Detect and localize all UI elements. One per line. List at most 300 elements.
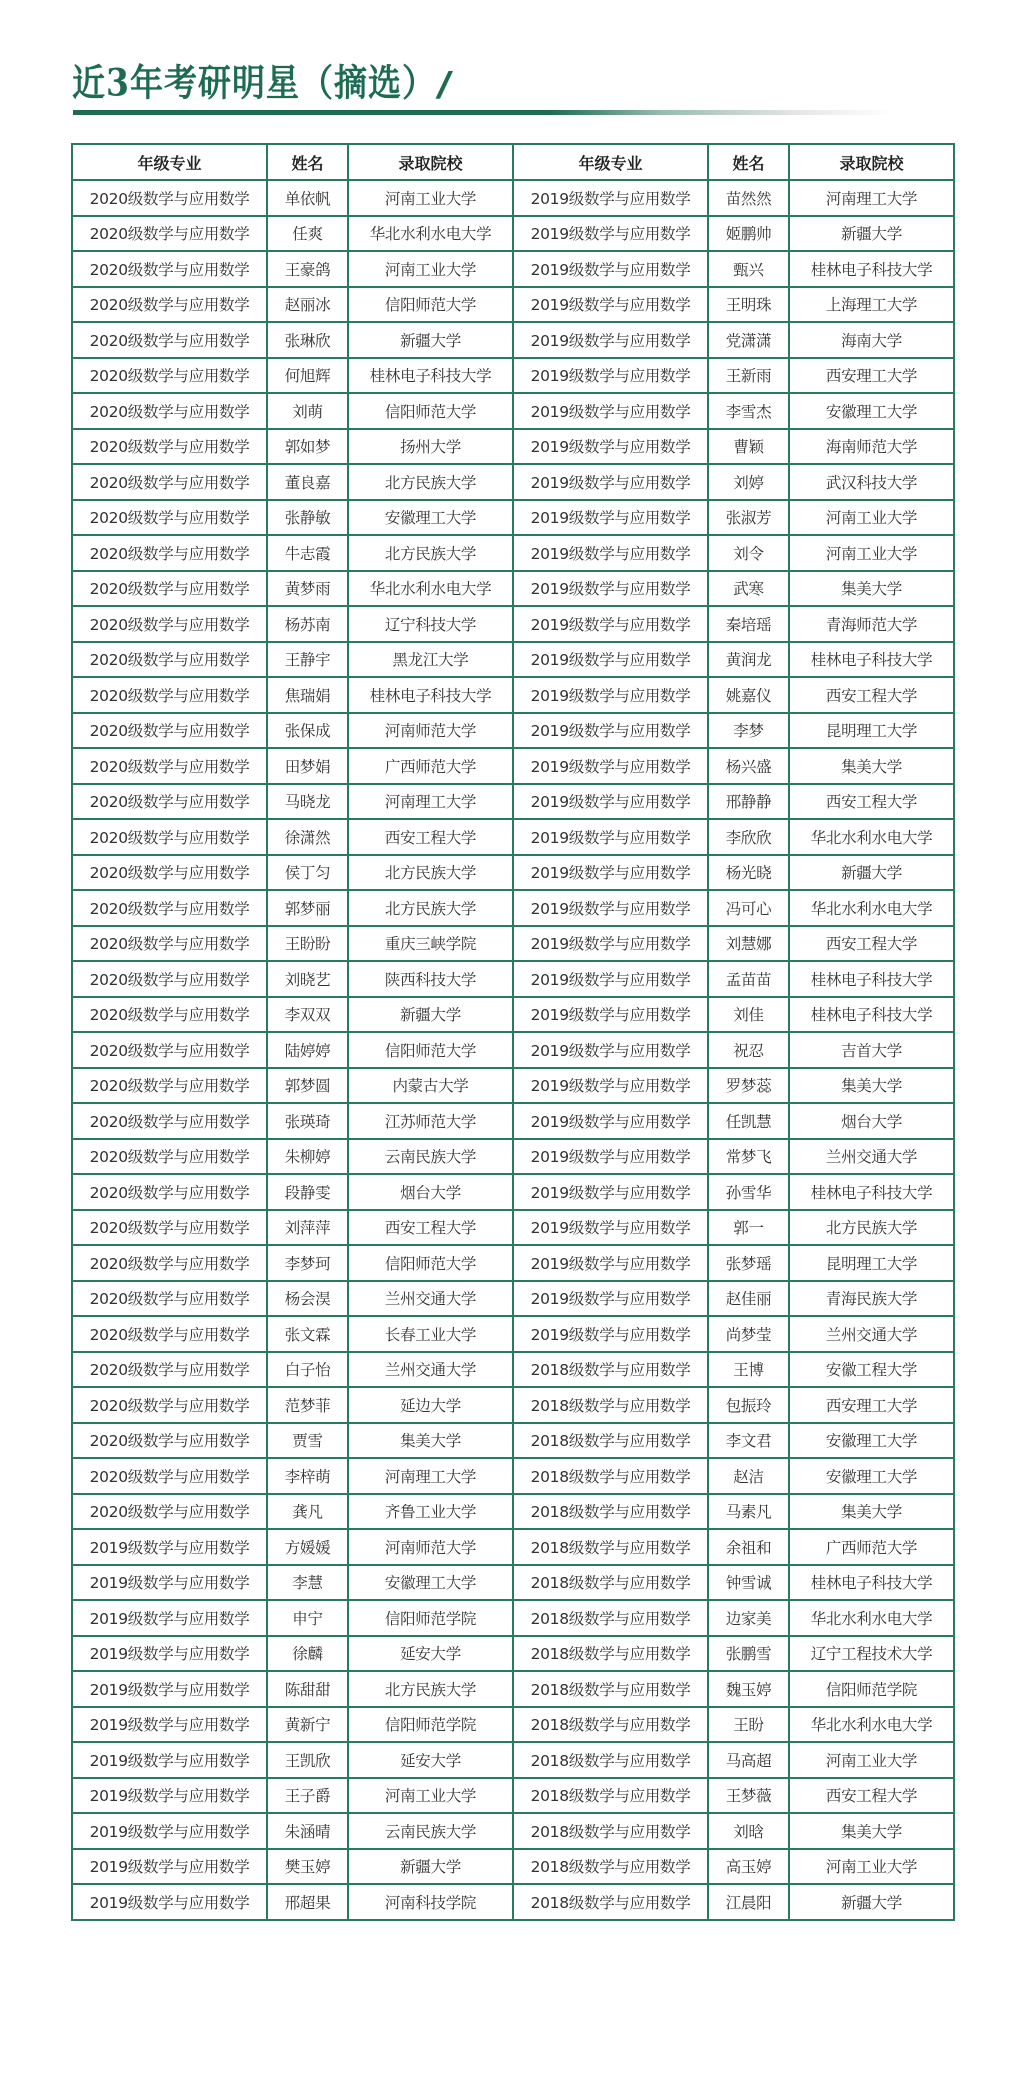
- cell-name: 刘婷: [708, 464, 789, 500]
- cell-grade-major: 2019级数学与应用数学: [513, 1139, 708, 1175]
- table-row: [72, 1778, 954, 1814]
- cell-name: 钟雪诚: [708, 1565, 789, 1601]
- table-row: [72, 358, 954, 394]
- cell-grade-major: 2018级数学与应用数学: [513, 1813, 708, 1849]
- table-row: [72, 1032, 954, 1068]
- table-row: [72, 713, 954, 749]
- cell-name: 李梦珂: [267, 1245, 348, 1281]
- cell-grade-major: 2020级数学与应用数学: [72, 1423, 267, 1459]
- cell-grade-major: 2019级数学与应用数学: [72, 1849, 267, 1885]
- cell-grade-major: 2020级数学与应用数学: [72, 358, 267, 394]
- cell-grade-major: 2019级数学与应用数学: [513, 997, 708, 1033]
- cell-grade-major: 2020级数学与应用数学: [72, 642, 267, 678]
- cell-name: 甄兴: [708, 251, 789, 287]
- cell-name: 王豪鸽: [267, 251, 348, 287]
- cell-admitted-school: 黑龙江大学: [348, 642, 513, 678]
- cell-name: 曹颖: [708, 429, 789, 465]
- cell-admitted-school: 云南民族大学: [348, 1813, 513, 1849]
- cell-name: 杨会淏: [267, 1281, 348, 1317]
- cell-admitted-school: 信阳师范大学: [348, 1245, 513, 1281]
- cell-name: 张琳欣: [267, 322, 348, 358]
- cell-name: 段静雯: [267, 1174, 348, 1210]
- cell-grade-major: 2020级数学与应用数学: [72, 784, 267, 820]
- cell-admitted-school: 江苏师范大学: [348, 1103, 513, 1139]
- cell-name: 范梦菲: [267, 1387, 348, 1423]
- header-grade-major: 年级专业: [513, 144, 708, 180]
- cell-grade-major: 2019级数学与应用数学: [513, 1281, 708, 1317]
- title-slash-decoration: ///: [434, 65, 446, 105]
- cell-grade-major: 2019级数学与应用数学: [72, 1707, 267, 1743]
- cell-name: 王新雨: [708, 358, 789, 394]
- cell-admitted-school: 北方民族大学: [348, 1671, 513, 1707]
- cell-admitted-school: 西安工程大学: [789, 784, 954, 820]
- cell-grade-major: 2020级数学与应用数学: [72, 1316, 267, 1352]
- cell-grade-major: 2020级数学与应用数学: [72, 961, 267, 997]
- cell-grade-major: 2018级数学与应用数学: [513, 1636, 708, 1672]
- cell-name: 秦培瑶: [708, 606, 789, 642]
- cell-admitted-school: 扬州大学: [348, 429, 513, 465]
- cell-name: 张静敏: [267, 500, 348, 536]
- cell-name: 王凯欣: [267, 1742, 348, 1778]
- cell-grade-major: 2018级数学与应用数学: [513, 1778, 708, 1814]
- cell-admitted-school: 北方民族大学: [348, 890, 513, 926]
- cell-admitted-school: 华北水利水电大学: [789, 819, 954, 855]
- cell-name: 焦瑞娟: [267, 677, 348, 713]
- cell-grade-major: 2019级数学与应用数学: [513, 677, 708, 713]
- cell-name: 李欣欣: [708, 819, 789, 855]
- cell-name: 江晨阳: [708, 1884, 789, 1920]
- page-title-text: 近3年考研明星（摘选）: [72, 60, 436, 105]
- cell-name: 李双双: [267, 997, 348, 1033]
- cell-admitted-school: 河南理工大学: [789, 180, 954, 216]
- table-row: [72, 1742, 954, 1778]
- cell-name: 郭梦丽: [267, 890, 348, 926]
- cell-admitted-school: 桂林电子科技大学: [348, 358, 513, 394]
- cell-admitted-school: 河南工业大学: [348, 251, 513, 287]
- cell-name: 孟苗苗: [708, 961, 789, 997]
- cell-grade-major: 2018级数学与应用数学: [513, 1849, 708, 1885]
- cell-name: 董良嘉: [267, 464, 348, 500]
- table-row: [72, 1600, 954, 1636]
- cell-grade-major: 2019级数学与应用数学: [513, 216, 708, 252]
- cell-name: 常梦飞: [708, 1139, 789, 1175]
- cell-admitted-school: 华北水利水电大学: [789, 890, 954, 926]
- cell-admitted-school: 信阳师范学院: [789, 1671, 954, 1707]
- cell-admitted-school: 昆明理工大学: [789, 1245, 954, 1281]
- cell-admitted-school: 河南科技学院: [348, 1884, 513, 1920]
- table-row: [72, 1174, 954, 1210]
- table-row: [72, 890, 954, 926]
- cell-grade-major: 2020级数学与应用数学: [72, 1103, 267, 1139]
- cell-grade-major: 2020级数学与应用数学: [72, 464, 267, 500]
- cell-name: 何旭辉: [267, 358, 348, 394]
- table-row: [72, 606, 954, 642]
- cell-admitted-school: 信阳师范大学: [348, 393, 513, 429]
- table-row: [72, 1529, 954, 1565]
- cell-admitted-school: 云南民族大学: [348, 1139, 513, 1175]
- cell-admitted-school: 长春工业大学: [348, 1316, 513, 1352]
- cell-name: 王梦薇: [708, 1778, 789, 1814]
- table-row: [72, 1352, 954, 1388]
- cell-admitted-school: 烟台大学: [789, 1103, 954, 1139]
- cell-grade-major: 2020级数学与应用数学: [72, 1281, 267, 1317]
- cell-name: 陈甜甜: [267, 1671, 348, 1707]
- cell-grade-major: 2018级数学与应用数学: [513, 1458, 708, 1494]
- cell-admitted-school: 信阳师范学院: [348, 1707, 513, 1743]
- cell-admitted-school: 青海师范大学: [789, 606, 954, 642]
- cell-admitted-school: 安徽理工大学: [789, 1423, 954, 1459]
- table-row: [72, 287, 954, 323]
- cell-admitted-school: 辽宁工程技术大学: [789, 1636, 954, 1672]
- cell-grade-major: 2020级数学与应用数学: [72, 1139, 267, 1175]
- cell-grade-major: 2019级数学与应用数学: [513, 500, 708, 536]
- cell-admitted-school: 西安理工大学: [789, 1387, 954, 1423]
- cell-admitted-school: 桂林电子科技大学: [789, 642, 954, 678]
- cell-grade-major: 2019级数学与应用数学: [72, 1636, 267, 1672]
- cell-grade-major: 2019级数学与应用数学: [513, 855, 708, 891]
- table-row: [72, 855, 954, 891]
- table-row: [72, 535, 954, 571]
- table-row: [72, 571, 954, 607]
- table-row: [72, 748, 954, 784]
- cell-grade-major: 2020级数学与应用数学: [72, 855, 267, 891]
- header-admitted-school: 录取院校: [348, 144, 513, 180]
- cell-name: 李梓萌: [267, 1458, 348, 1494]
- cell-grade-major: 2019级数学与应用数学: [513, 1174, 708, 1210]
- table-row: [72, 1636, 954, 1672]
- cell-name: 徐麟: [267, 1636, 348, 1672]
- cell-admitted-school: 广西师范大学: [348, 748, 513, 784]
- cell-admitted-school: 安徽理工大学: [789, 393, 954, 429]
- cell-admitted-school: 河南工业大学: [348, 1778, 513, 1814]
- table-row: [72, 393, 954, 429]
- header-admitted-school: 录取院校: [789, 144, 954, 180]
- cell-admitted-school: 北方民族大学: [789, 1210, 954, 1246]
- cell-grade-major: 2020级数学与应用数学: [72, 1032, 267, 1068]
- cell-name: 赵佳丽: [708, 1281, 789, 1317]
- cell-grade-major: 2019级数学与应用数学: [513, 713, 708, 749]
- cell-grade-major: 2019级数学与应用数学: [513, 606, 708, 642]
- cell-grade-major: 2019级数学与应用数学: [513, 464, 708, 500]
- cell-grade-major: 2018级数学与应用数学: [513, 1671, 708, 1707]
- cell-name: 王盼盼: [267, 926, 348, 962]
- cell-admitted-school: 新疆大学: [348, 997, 513, 1033]
- cell-admitted-school: 兰州交通大学: [348, 1281, 513, 1317]
- cell-name: 刘晓艺: [267, 961, 348, 997]
- cell-grade-major: 2019级数学与应用数学: [513, 819, 708, 855]
- cell-admitted-school: 河南理工大学: [348, 784, 513, 820]
- cell-name: 张瑛琦: [267, 1103, 348, 1139]
- table-row: [72, 1387, 954, 1423]
- cell-name: 郭如梦: [267, 429, 348, 465]
- cell-name: 樊玉婷: [267, 1849, 348, 1885]
- cell-name: 黄新宁: [267, 1707, 348, 1743]
- cell-name: 陆婷婷: [267, 1032, 348, 1068]
- cell-name: 黄润龙: [708, 642, 789, 678]
- cell-name: 张淑芳: [708, 500, 789, 536]
- cell-admitted-school: 集美大学: [789, 571, 954, 607]
- cell-name: 姚嘉仪: [708, 677, 789, 713]
- header-name: 姓名: [708, 144, 789, 180]
- cell-admitted-school: 新疆大学: [348, 1849, 513, 1885]
- cell-name: 包振玲: [708, 1387, 789, 1423]
- cell-grade-major: 2018级数学与应用数学: [513, 1707, 708, 1743]
- cell-admitted-school: 集美大学: [789, 1494, 954, 1530]
- cell-admitted-school: 北方民族大学: [348, 464, 513, 500]
- cell-grade-major: 2019级数学与应用数学: [513, 535, 708, 571]
- table-row: [72, 926, 954, 962]
- cell-grade-major: 2019级数学与应用数学: [513, 642, 708, 678]
- cell-admitted-school: 昆明理工大学: [789, 713, 954, 749]
- cell-grade-major: 2020级数学与应用数学: [72, 429, 267, 465]
- table-row: [72, 1423, 954, 1459]
- cell-name: 李雪杰: [708, 393, 789, 429]
- table-row: [72, 961, 954, 997]
- cell-admitted-school: 西安理工大学: [789, 358, 954, 394]
- cell-name: 张梦瑶: [708, 1245, 789, 1281]
- cell-name: 王静宇: [267, 642, 348, 678]
- cell-grade-major: 2020级数学与应用数学: [72, 1352, 267, 1388]
- cell-name: 赵洁: [708, 1458, 789, 1494]
- cell-grade-major: 2019级数学与应用数学: [513, 1068, 708, 1104]
- cell-grade-major: 2020级数学与应用数学: [72, 1068, 267, 1104]
- cell-name: 马高超: [708, 1742, 789, 1778]
- cell-admitted-school: 北方民族大学: [348, 535, 513, 571]
- cell-admitted-school: 吉首大学: [789, 1032, 954, 1068]
- cell-name: 刘佳: [708, 997, 789, 1033]
- cell-name: 李慧: [267, 1565, 348, 1601]
- cell-grade-major: 2020级数学与应用数学: [72, 1494, 267, 1530]
- cell-name: 祝忍: [708, 1032, 789, 1068]
- cell-grade-major: 2020级数学与应用数学: [72, 606, 267, 642]
- cell-grade-major: 2018级数学与应用数学: [513, 1387, 708, 1423]
- cell-name: 张鹏雪: [708, 1636, 789, 1672]
- cell-admitted-school: 新疆大学: [348, 322, 513, 358]
- cell-name: 申宁: [267, 1600, 348, 1636]
- cell-admitted-school: 集美大学: [789, 1068, 954, 1104]
- cell-admitted-school: 西安工程大学: [789, 677, 954, 713]
- cell-name: 邢静静: [708, 784, 789, 820]
- cell-name: 余祖和: [708, 1529, 789, 1565]
- cell-admitted-school: 新疆大学: [789, 216, 954, 252]
- cell-name: 杨光晓: [708, 855, 789, 891]
- cell-grade-major: 2019级数学与应用数学: [513, 251, 708, 287]
- cell-grade-major: 2019级数学与应用数学: [513, 322, 708, 358]
- cell-name: 李梦: [708, 713, 789, 749]
- table-row: [72, 216, 954, 252]
- cell-grade-major: 2020级数学与应用数学: [72, 713, 267, 749]
- cell-grade-major: 2018级数学与应用数学: [513, 1423, 708, 1459]
- page-title: [72, 59, 446, 108]
- cell-name: 侯丁匀: [267, 855, 348, 891]
- cell-grade-major: 2019级数学与应用数学: [72, 1600, 267, 1636]
- cell-grade-major: 2019级数学与应用数学: [72, 1671, 267, 1707]
- table-row: [72, 1884, 954, 1920]
- cell-admitted-school: 辽宁科技大学: [348, 606, 513, 642]
- cell-name: 孙雪华: [708, 1174, 789, 1210]
- cell-name: 王盼: [708, 1707, 789, 1743]
- table-row: [72, 1103, 954, 1139]
- cell-grade-major: 2018级数学与应用数学: [513, 1494, 708, 1530]
- table-row: [72, 1494, 954, 1530]
- table-row: [72, 1210, 954, 1246]
- cell-grade-major: 2019级数学与应用数学: [513, 429, 708, 465]
- cell-admitted-school: 河南工业大学: [789, 535, 954, 571]
- cell-grade-major: 2019级数学与应用数学: [72, 1529, 267, 1565]
- cell-name: 方媛媛: [267, 1529, 348, 1565]
- cell-grade-major: 2018级数学与应用数学: [513, 1884, 708, 1920]
- cell-name: 田梦娟: [267, 748, 348, 784]
- cell-name: 边家美: [708, 1600, 789, 1636]
- cell-name: 魏玉婷: [708, 1671, 789, 1707]
- cell-admitted-school: 河南师范大学: [348, 1529, 513, 1565]
- cell-admitted-school: 西安工程大学: [348, 1210, 513, 1246]
- table-row: [72, 1813, 954, 1849]
- table-row: [72, 464, 954, 500]
- cell-grade-major: 2020级数学与应用数学: [72, 1387, 267, 1423]
- cell-admitted-school: 桂林电子科技大学: [789, 961, 954, 997]
- cell-grade-major: 2018级数学与应用数学: [513, 1529, 708, 1565]
- cell-name: 刘萍萍: [267, 1210, 348, 1246]
- cell-admitted-school: 信阳师范学院: [348, 1600, 513, 1636]
- cell-admitted-school: 海南大学: [789, 322, 954, 358]
- table-row: [72, 642, 954, 678]
- cell-admitted-school: 信阳师范大学: [348, 1032, 513, 1068]
- cell-name: 郭梦圆: [267, 1068, 348, 1104]
- cell-grade-major: 2019级数学与应用数学: [513, 961, 708, 997]
- cell-name: 单依帆: [267, 180, 348, 216]
- cell-admitted-school: 安徽理工大学: [348, 500, 513, 536]
- cell-name: 冯可心: [708, 890, 789, 926]
- cell-grade-major: 2020级数学与应用数学: [72, 571, 267, 607]
- cell-name: 白子怡: [267, 1352, 348, 1388]
- cell-grade-major: 2020级数学与应用数学: [72, 819, 267, 855]
- cell-name: 贾雪: [267, 1423, 348, 1459]
- cell-name: 李文君: [708, 1423, 789, 1459]
- cell-grade-major: 2019级数学与应用数学: [513, 926, 708, 962]
- cell-grade-major: 2020级数学与应用数学: [72, 1245, 267, 1281]
- admissions-table: [71, 143, 955, 1921]
- cell-grade-major: 2020级数学与应用数学: [72, 1458, 267, 1494]
- cell-name: 黄梦雨: [267, 571, 348, 607]
- cell-name: 武寒: [708, 571, 789, 607]
- cell-name: 赵丽冰: [267, 287, 348, 323]
- cell-admitted-school: 延安大学: [348, 1636, 513, 1672]
- cell-grade-major: 2019级数学与应用数学: [513, 393, 708, 429]
- cell-name: 王子爵: [267, 1778, 348, 1814]
- cell-admitted-school: 集美大学: [348, 1423, 513, 1459]
- cell-grade-major: 2020级数学与应用数学: [72, 1210, 267, 1246]
- cell-name: 罗梦蕊: [708, 1068, 789, 1104]
- cell-grade-major: 2018级数学与应用数学: [513, 1742, 708, 1778]
- cell-admitted-school: 集美大学: [789, 1813, 954, 1849]
- cell-admitted-school: 广西师范大学: [789, 1529, 954, 1565]
- cell-grade-major: 2019级数学与应用数学: [513, 180, 708, 216]
- cell-admitted-school: 桂林电子科技大学: [348, 677, 513, 713]
- table-row: [72, 429, 954, 465]
- cell-grade-major: 2018级数学与应用数学: [513, 1352, 708, 1388]
- cell-grade-major: 2020级数学与应用数学: [72, 677, 267, 713]
- cell-grade-major: 2020级数学与应用数学: [72, 1174, 267, 1210]
- cell-admitted-school: 河南工业大学: [789, 1849, 954, 1885]
- cell-name: 任爽: [267, 216, 348, 252]
- cell-grade-major: 2020级数学与应用数学: [72, 926, 267, 962]
- cell-grade-major: 2019级数学与应用数学: [72, 1884, 267, 1920]
- cell-grade-major: 2019级数学与应用数学: [513, 287, 708, 323]
- cell-grade-major: 2019级数学与应用数学: [513, 784, 708, 820]
- cell-grade-major: 2020级数学与应用数学: [72, 997, 267, 1033]
- cell-admitted-school: 西安工程大学: [789, 1778, 954, 1814]
- cell-admitted-school: 河南师范大学: [348, 713, 513, 749]
- cell-grade-major: 2020级数学与应用数学: [72, 890, 267, 926]
- cell-admitted-school: 华北水利水电大学: [789, 1600, 954, 1636]
- cell-grade-major: 2020级数学与应用数学: [72, 535, 267, 571]
- header-name: 姓名: [267, 144, 348, 180]
- table-row: [72, 1458, 954, 1494]
- cell-admitted-school: 桂林电子科技大学: [789, 251, 954, 287]
- cell-grade-major: 2019级数学与应用数学: [513, 571, 708, 607]
- cell-name: 邢超果: [267, 1884, 348, 1920]
- table-row: [72, 784, 954, 820]
- table-row: [72, 1316, 954, 1352]
- cell-admitted-school: 西安工程大学: [789, 926, 954, 962]
- table-row: [72, 997, 954, 1033]
- cell-name: 张保成: [267, 713, 348, 749]
- cell-grade-major: 2019级数学与应用数学: [513, 1245, 708, 1281]
- cell-name: 马晓龙: [267, 784, 348, 820]
- cell-grade-major: 2019级数学与应用数学: [72, 1813, 267, 1849]
- cell-name: 郭一: [708, 1210, 789, 1246]
- cell-admitted-school: 北方民族大学: [348, 855, 513, 891]
- cell-grade-major: 2019级数学与应用数学: [72, 1778, 267, 1814]
- cell-admitted-school: 河南工业大学: [348, 180, 513, 216]
- cell-admitted-school: 河南工业大学: [789, 500, 954, 536]
- title-underline-bar: [73, 110, 893, 115]
- cell-grade-major: 2020级数学与应用数学: [72, 180, 267, 216]
- cell-admitted-school: 延安大学: [348, 1742, 513, 1778]
- cell-name: 朱涵晴: [267, 1813, 348, 1849]
- cell-grade-major: 2019级数学与应用数学: [513, 890, 708, 926]
- table-row: [72, 819, 954, 855]
- cell-name: 姬鹏帅: [708, 216, 789, 252]
- cell-admitted-school: 齐鲁工业大学: [348, 1494, 513, 1530]
- cell-grade-major: 2019级数学与应用数学: [513, 358, 708, 394]
- cell-name: 龚凡: [267, 1494, 348, 1530]
- cell-name: 刘令: [708, 535, 789, 571]
- cell-grade-major: 2020级数学与应用数学: [72, 216, 267, 252]
- cell-name: 任凯慧: [708, 1103, 789, 1139]
- table-row: [72, 1671, 954, 1707]
- cell-grade-major: 2019级数学与应用数学: [513, 1103, 708, 1139]
- cell-grade-major: 2019级数学与应用数学: [513, 1032, 708, 1068]
- cell-name: 牛志霞: [267, 535, 348, 571]
- cell-grade-major: 2020级数学与应用数学: [72, 322, 267, 358]
- table-header-row: [72, 144, 954, 180]
- cell-name: 刘慧娜: [708, 926, 789, 962]
- cell-admitted-school: 华北水利水电大学: [348, 216, 513, 252]
- cell-name: 杨苏南: [267, 606, 348, 642]
- cell-admitted-school: 内蒙古大学: [348, 1068, 513, 1104]
- cell-grade-major: 2018级数学与应用数学: [513, 1565, 708, 1601]
- table-row: [72, 1565, 954, 1601]
- cell-admitted-school: 河南理工大学: [348, 1458, 513, 1494]
- table-row: [72, 500, 954, 536]
- cell-grade-major: 2019级数学与应用数学: [513, 1316, 708, 1352]
- table-row: [72, 1139, 954, 1175]
- cell-admitted-school: 华北水利水电大学: [789, 1707, 954, 1743]
- cell-admitted-school: 桂林电子科技大学: [789, 1174, 954, 1210]
- cell-name: 党潇潇: [708, 322, 789, 358]
